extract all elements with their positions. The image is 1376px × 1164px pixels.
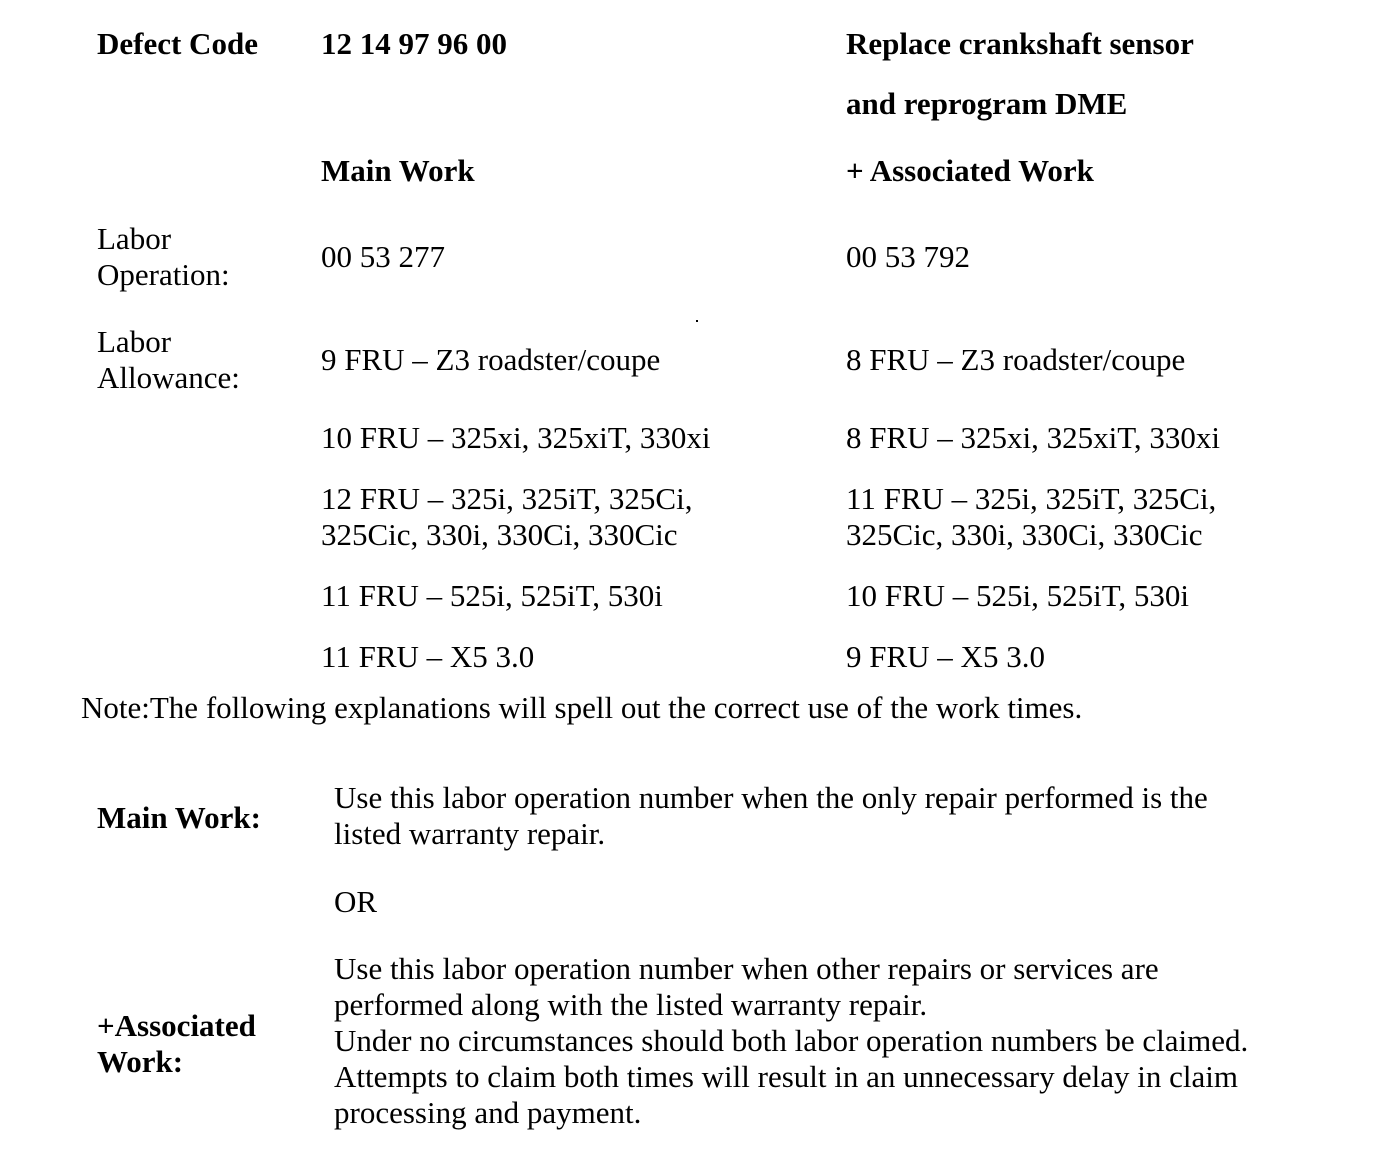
defect-code-label: Defect Code bbox=[97, 26, 258, 61]
allowance-main-row: 11 FRU – 525i, 525iT, 530i bbox=[321, 578, 663, 613]
main-work-explanation-line1: Use this labor operation number when the only repair performed is the bbox=[334, 780, 1208, 815]
main-work-explanation-text bbox=[334, 780, 1208, 852]
labor-allowance-label bbox=[97, 324, 240, 396]
allowance-main-row-line1: 12 FRU – 325i, 325iT, 325Ci, bbox=[321, 481, 693, 516]
associated-work-explanation-label-line2: Work: bbox=[97, 1044, 184, 1079]
allowance-main-row-line2: 325Cic, 330i, 330Ci, 330Cic bbox=[321, 517, 678, 552]
main-work-header: Main Work bbox=[321, 153, 475, 188]
allowance-main-row: 11 FRU – X5 3.0 bbox=[321, 639, 535, 674]
associated-work-explanation-line5: processing and payment. bbox=[334, 1095, 642, 1130]
stray-dot bbox=[696, 320, 698, 322]
allowance-associated-row-line2: 325Cic, 330i, 330Ci, 330Cic bbox=[846, 517, 1203, 552]
labor-allowance-label-line2: Allowance: bbox=[97, 360, 240, 395]
allowance-main-row bbox=[321, 481, 692, 553]
associated-work-explanation-line3: Under no circumstances should both labor operation numbers be claimed. bbox=[334, 1023, 1249, 1058]
allowance-associated-row-line1: 11 FRU – 325i, 325iT, 325Ci, bbox=[846, 481, 1217, 516]
labor-operation-label-line2: Operation: bbox=[97, 257, 230, 292]
associated-work-explanation-line4: Attempts to claim both times will result in an unnecessary delay in claim bbox=[334, 1059, 1238, 1094]
allowance-associated-row: 8 FRU – 325xi, 325xiT, 330xi bbox=[846, 420, 1221, 455]
defect-description-line2: and reprogram DME bbox=[846, 86, 1128, 121]
main-work-explanation-label: Main Work: bbox=[97, 800, 261, 835]
associated-work-explanation-line1: Use this labor operation number when other repairs or services are bbox=[334, 951, 1159, 986]
allowance-associated-row: 10 FRU – 525i, 525iT, 530i bbox=[846, 578, 1190, 613]
labor-operation-label bbox=[97, 221, 230, 293]
associated-work-explanation-line2: performed along with the listed warranty repair. bbox=[334, 987, 928, 1022]
associated-work-explanation-label bbox=[97, 1008, 256, 1080]
allowance-associated-row: 8 FRU – Z3 roadster/coupe bbox=[846, 342, 1186, 377]
associated-work-explanation-text bbox=[334, 951, 1248, 1131]
associated-work-explanation-label-line1: +Associated bbox=[97, 1008, 256, 1043]
allowance-main-row: 9 FRU – Z3 roadster/coupe bbox=[321, 342, 661, 377]
labor-operation-main: 00 53 277 bbox=[321, 239, 445, 274]
main-work-explanation-line2: listed warranty repair. bbox=[334, 816, 606, 851]
allowance-main-row: 10 FRU – 325xi, 325xiT, 330xi bbox=[321, 420, 711, 455]
allowance-associated-row bbox=[846, 481, 1216, 553]
note-text: Note:The following explanations will spell out the correct use of the work times. bbox=[81, 690, 1083, 725]
labor-operation-associated: 00 53 792 bbox=[846, 239, 970, 274]
or-separator: OR bbox=[334, 884, 378, 919]
labor-operation-label-line1: Labor bbox=[97, 221, 172, 256]
associated-work-header: + Associated Work bbox=[846, 153, 1094, 188]
labor-allowance-label-line1: Labor bbox=[97, 324, 172, 359]
allowance-associated-row: 9 FRU – X5 3.0 bbox=[846, 639, 1045, 674]
defect-description-line1: Replace crankshaft sensor bbox=[846, 26, 1194, 61]
defect-code-value: 12 14 97 96 00 bbox=[321, 26, 507, 61]
